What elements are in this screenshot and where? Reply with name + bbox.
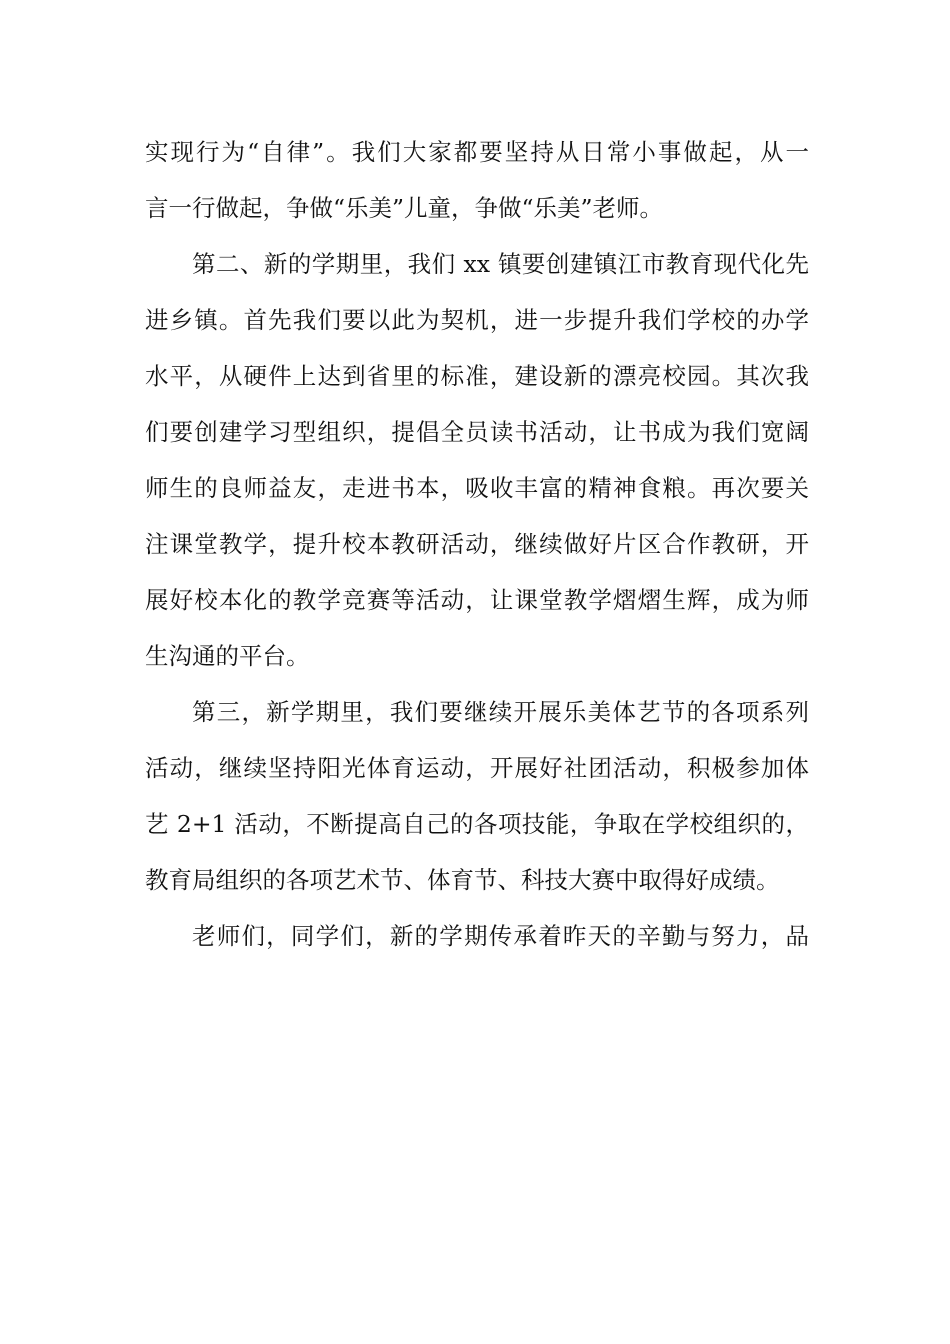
text-line: 展好校本化的教学竞赛等活动，让课堂教学熠熠生辉，成为师 [145,586,809,614]
text-line: 活动，继续坚持阳光体育运动，开展好社团活动，积极参加体 [145,754,809,782]
document-body [145,124,809,964]
text-line: 师生的良师益友，走进书本，吸收丰富的精神食粮。再次要关 [145,474,809,502]
text-line: 生沟通的平台。 [145,642,310,670]
text-line: 言一行做起，争做“乐美”儿童，争做“乐美”老师。 [145,194,664,222]
text-line: 实现行为“自律”。我们大家都要坚持从日常小事做起，从一 [145,138,809,166]
paragraph-start-line: 第三，新学期里，我们要继续开展乐美体艺节的各项系列 [192,698,809,726]
paragraph-start-line: 第二、新的学期里，我们 xx 镇要创建镇江市教育现代化先 [192,250,809,278]
text-line: 们要创建学习型组织，提倡全员读书活动，让书成为我们宽阔 [145,418,809,446]
text-line: 教育局组织的各项艺术节、体育节、科技大赛中取得好成绩。 [145,866,780,894]
text-line: 注课堂教学，提升校本教研活动，继续做好片区合作教研，开 [145,530,809,558]
text-line: 进乡镇。首先我们要以此为契机，进一步提升我们学校的办学 [145,306,809,334]
text-line: 艺 2+1 活动，不断提高自己的各项技能，争取在学校组织的， [145,810,809,838]
text-line: 水平，从硬件上达到省里的标准，建设新的漂亮校园。其次我 [145,362,809,390]
paragraph-start-line: 老师们，同学们，新的学期传承着昨天的辛勤与努力，品 [192,922,809,950]
